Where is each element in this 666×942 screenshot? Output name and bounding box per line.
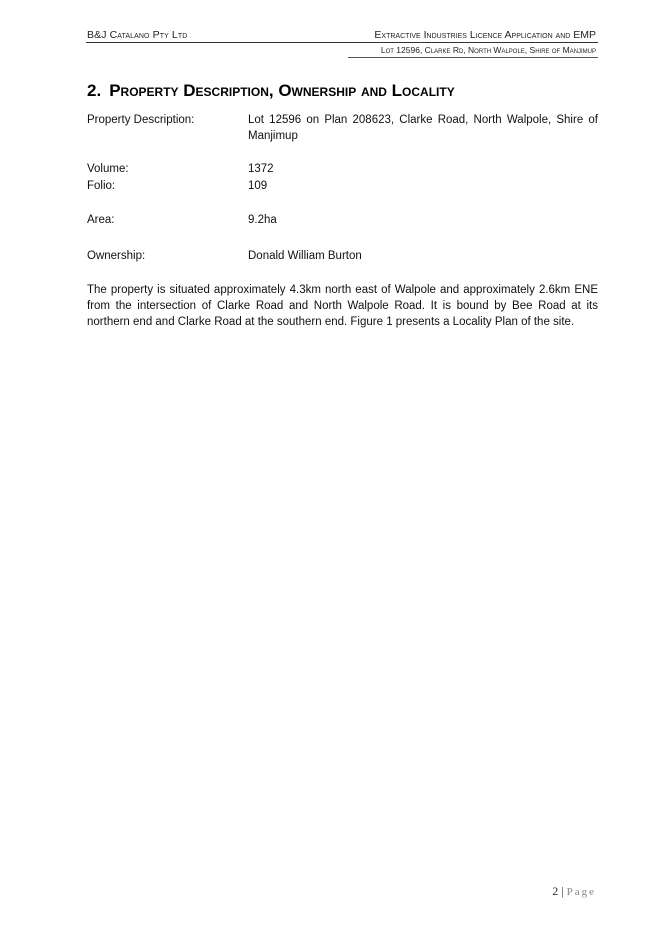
header-company: B&J Catalano Pty Ltd: [87, 29, 188, 41]
header-divider: [86, 42, 598, 43]
footer-separator: |: [561, 884, 564, 898]
ownership-value: Donald William Burton: [248, 250, 362, 262]
area-value: 9.2ha: [248, 214, 277, 226]
volume-value: 1372: [248, 163, 274, 175]
page-number: 2: [552, 884, 559, 898]
folio-value: 109: [248, 180, 268, 192]
volume-label: Volume:: [87, 163, 129, 175]
section-heading: [87, 81, 455, 101]
header-subtitle-divider: [348, 57, 598, 58]
header-document-title: Extractive Industries Licence Application and EMP: [374, 29, 596, 41]
property-description-label: Property Description:: [87, 114, 195, 126]
header-document-subtitle: Lot 12596, Clarke Rd, North Walpole, Shire of Manjimup: [380, 45, 596, 55]
locality-paragraph: The property is situated approximately 4.3km north east of Walpole and approximately 2.6km ENE from the intersection of Clarke Road and North Walpole Road. It is bound by Bee Road at its northern end and Clarke Road at the southern end. Figure 1 presents a Locality Plan of the site.: [87, 284, 598, 328]
ownership-label: Ownership:: [87, 250, 146, 262]
section-number: 2.: [87, 81, 102, 100]
page-footer: [552, 884, 596, 899]
section-title: Property Description, Ownership and Locality: [109, 81, 455, 100]
property-description-value: Lot 12596 on Plan 208623, Clarke Road, North Walpole, Shire of Manjimup: [248, 114, 598, 142]
folio-label: Folio:: [87, 180, 116, 192]
area-label: Area:: [87, 214, 115, 226]
page-word: Page: [566, 886, 596, 898]
